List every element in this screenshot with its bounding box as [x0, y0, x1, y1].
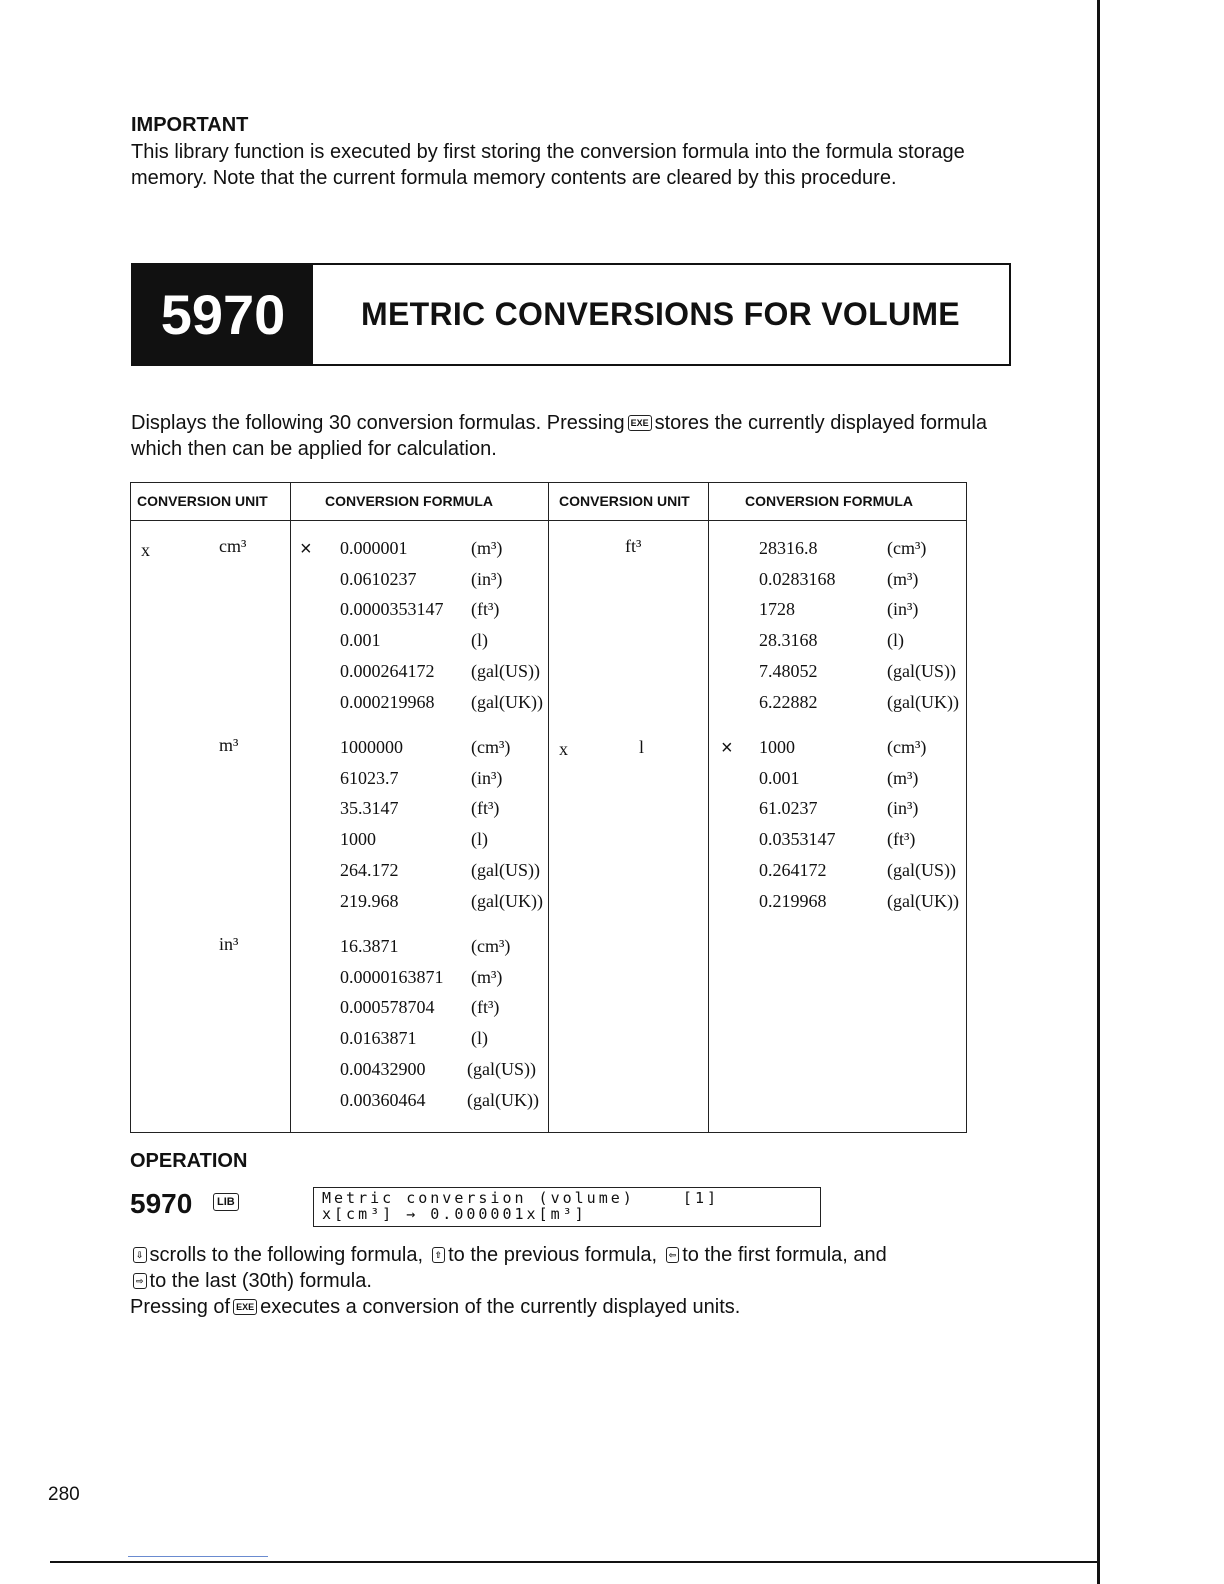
target-unit: (in³): [887, 798, 919, 818]
scroll-text-5: Pressing of: [130, 1296, 231, 1318]
header-underline: [708, 520, 966, 521]
factor: 0.0353147: [759, 829, 836, 849]
lcd-line-1: Metric conversion (volume) [1]: [322, 1189, 720, 1207]
factor: 1000000: [340, 737, 403, 757]
scroll-text-1: scrolls to the following formula,: [149, 1244, 423, 1266]
header-conversion-unit: CONVERSION UNIT: [559, 493, 690, 509]
target-unit: (gal(US)): [471, 860, 540, 880]
factor: 28.3168: [759, 630, 818, 650]
target-unit: (l): [471, 829, 488, 849]
lcd-display: [313, 1187, 821, 1227]
target-unit: (m³): [887, 768, 919, 788]
table-divider: [290, 483, 291, 1132]
target-unit: (in³): [471, 569, 503, 589]
factor: 0.001: [340, 630, 381, 650]
factor: 0.00432900: [340, 1059, 426, 1079]
target-unit: (cm³): [471, 936, 511, 956]
header-underline: [290, 520, 548, 521]
factor: 0.0163871: [340, 1028, 417, 1048]
factor: 0.0283168: [759, 569, 836, 589]
right-arrow-key-icon: ⇨: [133, 1273, 147, 1289]
target-unit: (gal(US)): [887, 860, 956, 880]
target-unit: (l): [887, 630, 904, 650]
factor: 0.001: [759, 768, 800, 788]
scroll-text-2: to the previous formula,: [448, 1244, 658, 1266]
table-divider: [708, 483, 709, 1132]
factor: 0.000264172: [340, 661, 435, 681]
factor: 264.172: [340, 860, 399, 880]
variable-x: x: [559, 739, 568, 759]
intro-part2: stores the currently displayed formula which then can be applied for calculation.: [131, 412, 987, 460]
exe-key-icon: EXE: [233, 1299, 257, 1315]
lib-key-icon: LIB: [213, 1193, 239, 1211]
operation-number: 5970: [130, 1188, 193, 1219]
factor: 0.0610237: [340, 569, 417, 589]
target-unit: (ft³): [471, 798, 500, 818]
important-heading: IMPORTANT: [131, 114, 249, 136]
header-underline: [131, 520, 290, 521]
target-unit: (l): [471, 1028, 488, 1048]
page-bottom-border: [50, 1561, 1100, 1563]
target-unit: (m³): [471, 538, 503, 558]
intro-text: [131, 410, 1021, 462]
page-edge-border: [1097, 0, 1100, 1584]
factor: 0.0000353147: [340, 599, 444, 619]
scroll-instructions: [130, 1242, 1030, 1320]
factor: 0.000578704: [340, 997, 435, 1017]
factor: 35.3147: [340, 798, 399, 818]
target-unit: (gal(UK)): [887, 891, 959, 911]
factor: 7.48052: [759, 661, 818, 681]
header-conversion-unit: CONVERSION UNIT: [137, 493, 268, 509]
header-underline: [548, 520, 708, 521]
target-unit: (cm³): [887, 538, 927, 558]
exe-key-icon: EXE: [628, 415, 652, 431]
table-divider: [548, 483, 549, 1132]
target-unit: (gal(UK)): [467, 1090, 539, 1110]
title-box: [131, 263, 1011, 366]
target-unit: (gal(US)): [471, 661, 540, 681]
important-text: This library function is executed by first storing the conversion formula into the formula storage memory. Note that the current formula memory contents are cleared by this procedure.: [131, 141, 965, 189]
target-unit: (ft³): [471, 599, 500, 619]
operation-heading: OPERATION: [130, 1150, 248, 1172]
unit-label: in³: [219, 934, 239, 954]
intro-part1: Displays the following 30 conversion formulas. Pressing: [131, 412, 625, 434]
target-unit: (in³): [471, 768, 503, 788]
factor: 16.3871: [340, 936, 399, 956]
factor: 219.968: [340, 891, 399, 911]
lcd-line-2: x[cm³] → 0.000001x[m³]: [322, 1205, 587, 1223]
header-conversion-formula: CONVERSION FORMULA: [745, 493, 913, 509]
factor: 1000: [759, 737, 795, 757]
scroll-text-3: to the first formula, and: [682, 1244, 887, 1266]
variable-x: x: [141, 540, 150, 560]
factor: 0.000001: [340, 538, 408, 558]
left-arrow-key-icon: ⇦: [666, 1247, 680, 1263]
target-unit: (cm³): [471, 737, 511, 757]
factor: 0.264172: [759, 860, 827, 880]
multiply-sign: ×: [721, 737, 733, 759]
target-unit: (in³): [887, 599, 919, 619]
target-unit: (gal(UK)): [471, 891, 543, 911]
conversion-table: [130, 482, 967, 1133]
factor: 0.000219968: [340, 692, 435, 712]
bottom-rule: [128, 1556, 268, 1557]
factor: 6.22882: [759, 692, 818, 712]
target-unit: (l): [471, 630, 488, 650]
factor: 61023.7: [340, 768, 399, 788]
title-number: 5970: [133, 265, 313, 364]
unit-label: l: [639, 737, 645, 757]
factor: 61.0237: [759, 798, 818, 818]
target-unit: (m³): [471, 967, 503, 987]
multiply-sign: ×: [300, 538, 312, 560]
page-number: 280: [48, 1484, 80, 1505]
factor: 0.00360464: [340, 1090, 426, 1110]
factor: 28316.8: [759, 538, 818, 558]
target-unit: (ft³): [887, 829, 916, 849]
factor: 0.0000163871: [340, 967, 444, 987]
target-unit: (gal(US)): [467, 1059, 536, 1079]
factor: 1728: [759, 599, 795, 619]
target-unit: (ft³): [471, 997, 500, 1017]
unit-label: m³: [219, 735, 239, 755]
down-arrow-key-icon: ⇩: [133, 1247, 147, 1263]
scroll-text-6: executes a conversion of the currently displayed units.: [260, 1296, 741, 1318]
target-unit: (cm³): [887, 737, 927, 757]
up-arrow-key-icon: ⇧: [432, 1247, 446, 1263]
target-unit: (gal(UK)): [471, 692, 543, 712]
target-unit: (m³): [887, 569, 919, 589]
factor: 1000: [340, 829, 376, 849]
target-unit: (gal(UK)): [887, 692, 959, 712]
unit-label: ft³: [625, 536, 642, 556]
scroll-text-4: to the last (30th) formula.: [149, 1270, 372, 1292]
factor: 0.219968: [759, 891, 827, 911]
title-text: METRIC CONVERSIONS FOR VOLUME: [361, 296, 960, 332]
header-conversion-formula: CONVERSION FORMULA: [325, 493, 493, 509]
target-unit: (gal(US)): [887, 661, 956, 681]
unit-label: cm³: [219, 536, 247, 556]
